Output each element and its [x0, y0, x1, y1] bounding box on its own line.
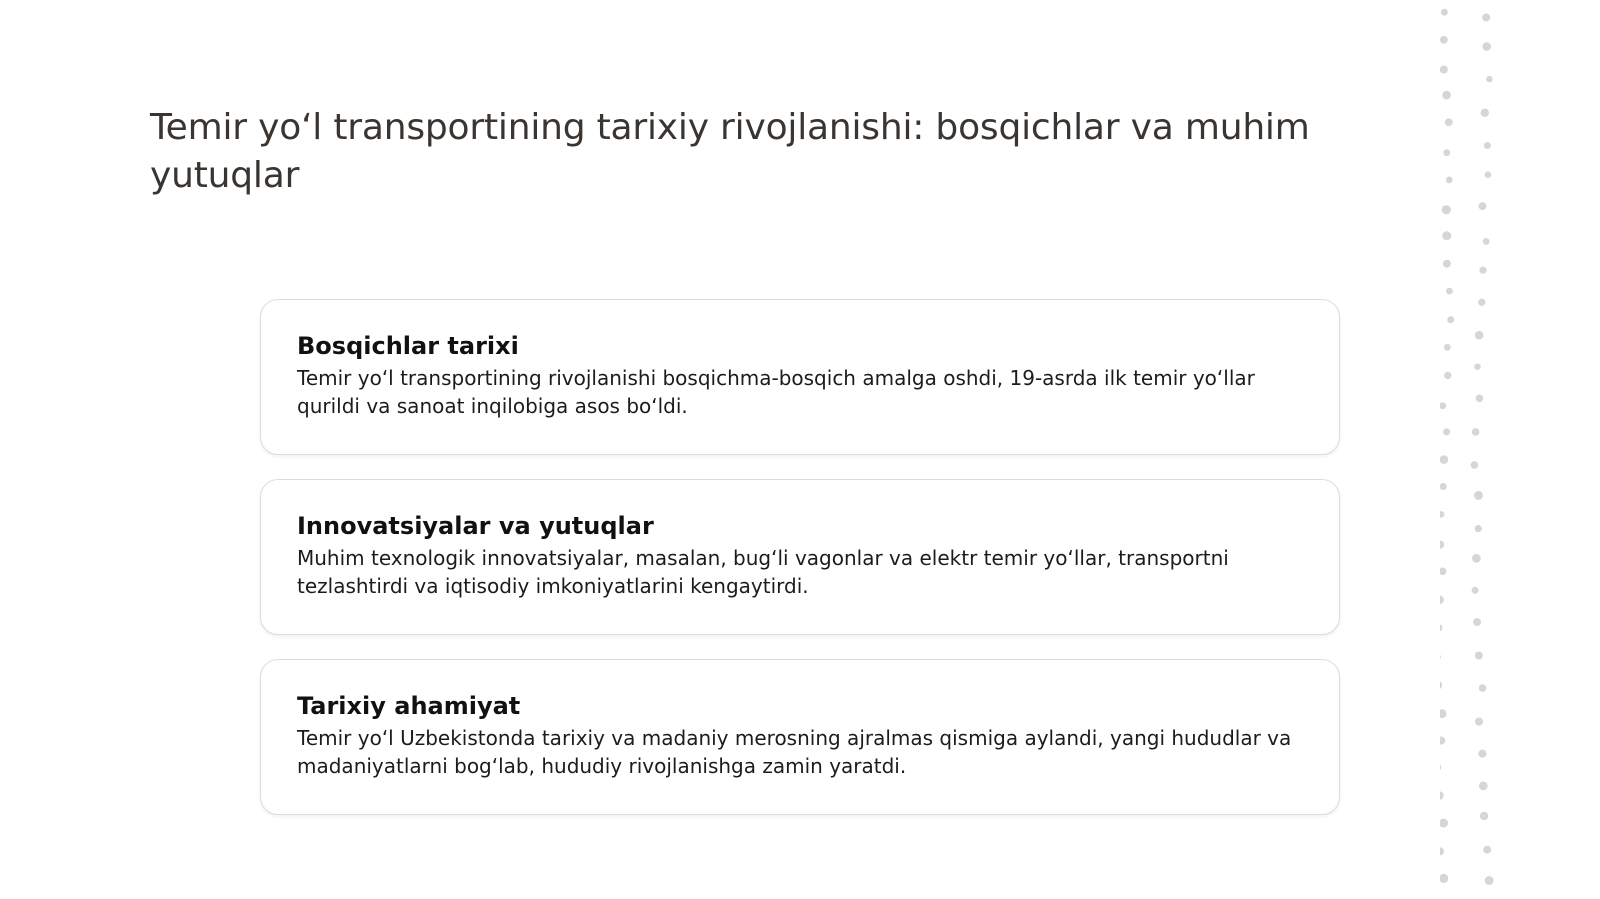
decorative-dot: [1472, 554, 1481, 563]
decorative-dot: [1472, 428, 1480, 436]
decorative-dot-pattern: [1440, 0, 1600, 899]
decorative-dot: [1479, 684, 1487, 692]
decorative-dot: [1444, 344, 1451, 351]
card-body: Temir yo‘l transportining rivojlanishi bosqichma-bosqich amalga oshdi, 19-asrda ilk temir yo‘llar qurildi va sanoat inqilobiga asos bo‘ldi.: [297, 366, 1255, 418]
decorative-dot: [1475, 718, 1483, 726]
decorative-dot: [1479, 202, 1487, 210]
decorative-dot: [1440, 541, 1444, 549]
decorative-dot: [1440, 595, 1444, 604]
decorative-dot: [1475, 652, 1483, 660]
decorative-dot: [1483, 846, 1491, 854]
decorative-dot: [1440, 709, 1447, 718]
decorative-dot: [1440, 737, 1445, 745]
decorative-dot: [1446, 288, 1453, 295]
decorative-dot: [1445, 118, 1453, 126]
card-heading: Innovatsiyalar va yutuqlar: [297, 512, 654, 540]
card-list: [260, 299, 1340, 839]
decorative-dot: [1444, 372, 1451, 379]
decorative-dot: [1485, 876, 1494, 885]
decorative-dot: [1476, 395, 1484, 403]
decorative-dot: [1440, 791, 1444, 799]
decorative-dot: [1440, 681, 1442, 690]
decorative-dot: [1475, 525, 1482, 532]
decorative-dot: [1440, 847, 1444, 855]
decorative-dot: [1479, 267, 1486, 274]
decorative-dot: [1478, 750, 1486, 758]
decorative-dot: [1440, 654, 1441, 661]
decorative-dot: [1441, 9, 1448, 16]
decorative-dot: [1443, 149, 1450, 156]
decorative-dot: [1479, 782, 1488, 791]
decorative-dot: [1443, 260, 1451, 268]
decorative-dot: [1443, 428, 1450, 435]
decorative-dot: [1447, 316, 1454, 323]
decorative-dot: [1440, 402, 1446, 409]
decorative-dot: [1440, 819, 1448, 828]
decorative-dot: [1442, 205, 1451, 214]
decorative-dot: [1440, 511, 1444, 518]
decorative-dot: [1474, 364, 1480, 370]
card-heading: Tarixiy ahamiyat: [297, 692, 521, 720]
decorative-dot: [1473, 618, 1481, 626]
decorative-dot: [1471, 461, 1479, 469]
card-body: Muhim texnologik innovatsiyalar, masalan, bug‘li vagonlar va elektr temir yo‘llar, transportni tezlashtirdi va iqtisodiy imkoniyatlarini kengaytirdi.: [297, 546, 1229, 598]
decorative-dot: [1485, 171, 1492, 178]
decorative-dot: [1442, 231, 1451, 240]
decorative-dot: [1472, 587, 1479, 594]
card-innovations: [260, 479, 1340, 635]
decorative-dot: [1440, 568, 1447, 576]
decorative-dot: [1440, 455, 1448, 464]
decorative-dot: [1474, 491, 1483, 500]
decorative-dot: [1440, 66, 1448, 74]
decorative-dot: [1475, 331, 1484, 340]
card-heading: Bosqichlar tarixi: [297, 332, 519, 360]
decorative-dot: [1480, 812, 1488, 820]
decorative-dot: [1482, 14, 1490, 22]
card-historical-significance: [260, 659, 1340, 815]
decorative-dot: [1478, 299, 1485, 306]
decorative-dot: [1484, 142, 1491, 149]
decorative-dot: [1440, 483, 1447, 490]
decorative-dot: [1483, 238, 1490, 245]
slide-title: Temir yo‘l transportining tarixiy rivojlanishi: bosqichlar va muhim yutuqlar: [150, 107, 1310, 196]
decorative-dot: [1481, 109, 1489, 117]
card-stages-history: [260, 299, 1340, 455]
card-body: Temir yo‘l Uzbekistonda tarixiy va madaniy merosning ajralmas qismiga aylandi, yangi hududlar va madaniyatlarni bog‘lab, hududiy rivojlanishga zamin yaratdi.: [297, 726, 1292, 778]
decorative-dot: [1486, 76, 1492, 82]
decorative-dot: [1440, 874, 1448, 883]
decorative-dot: [1440, 36, 1448, 44]
decorative-dot: [1442, 91, 1451, 100]
decorative-dot: [1440, 764, 1441, 771]
decorative-dot: [1440, 624, 1442, 631]
decorative-dot: [1446, 177, 1453, 184]
decorative-dot: [1482, 42, 1491, 51]
